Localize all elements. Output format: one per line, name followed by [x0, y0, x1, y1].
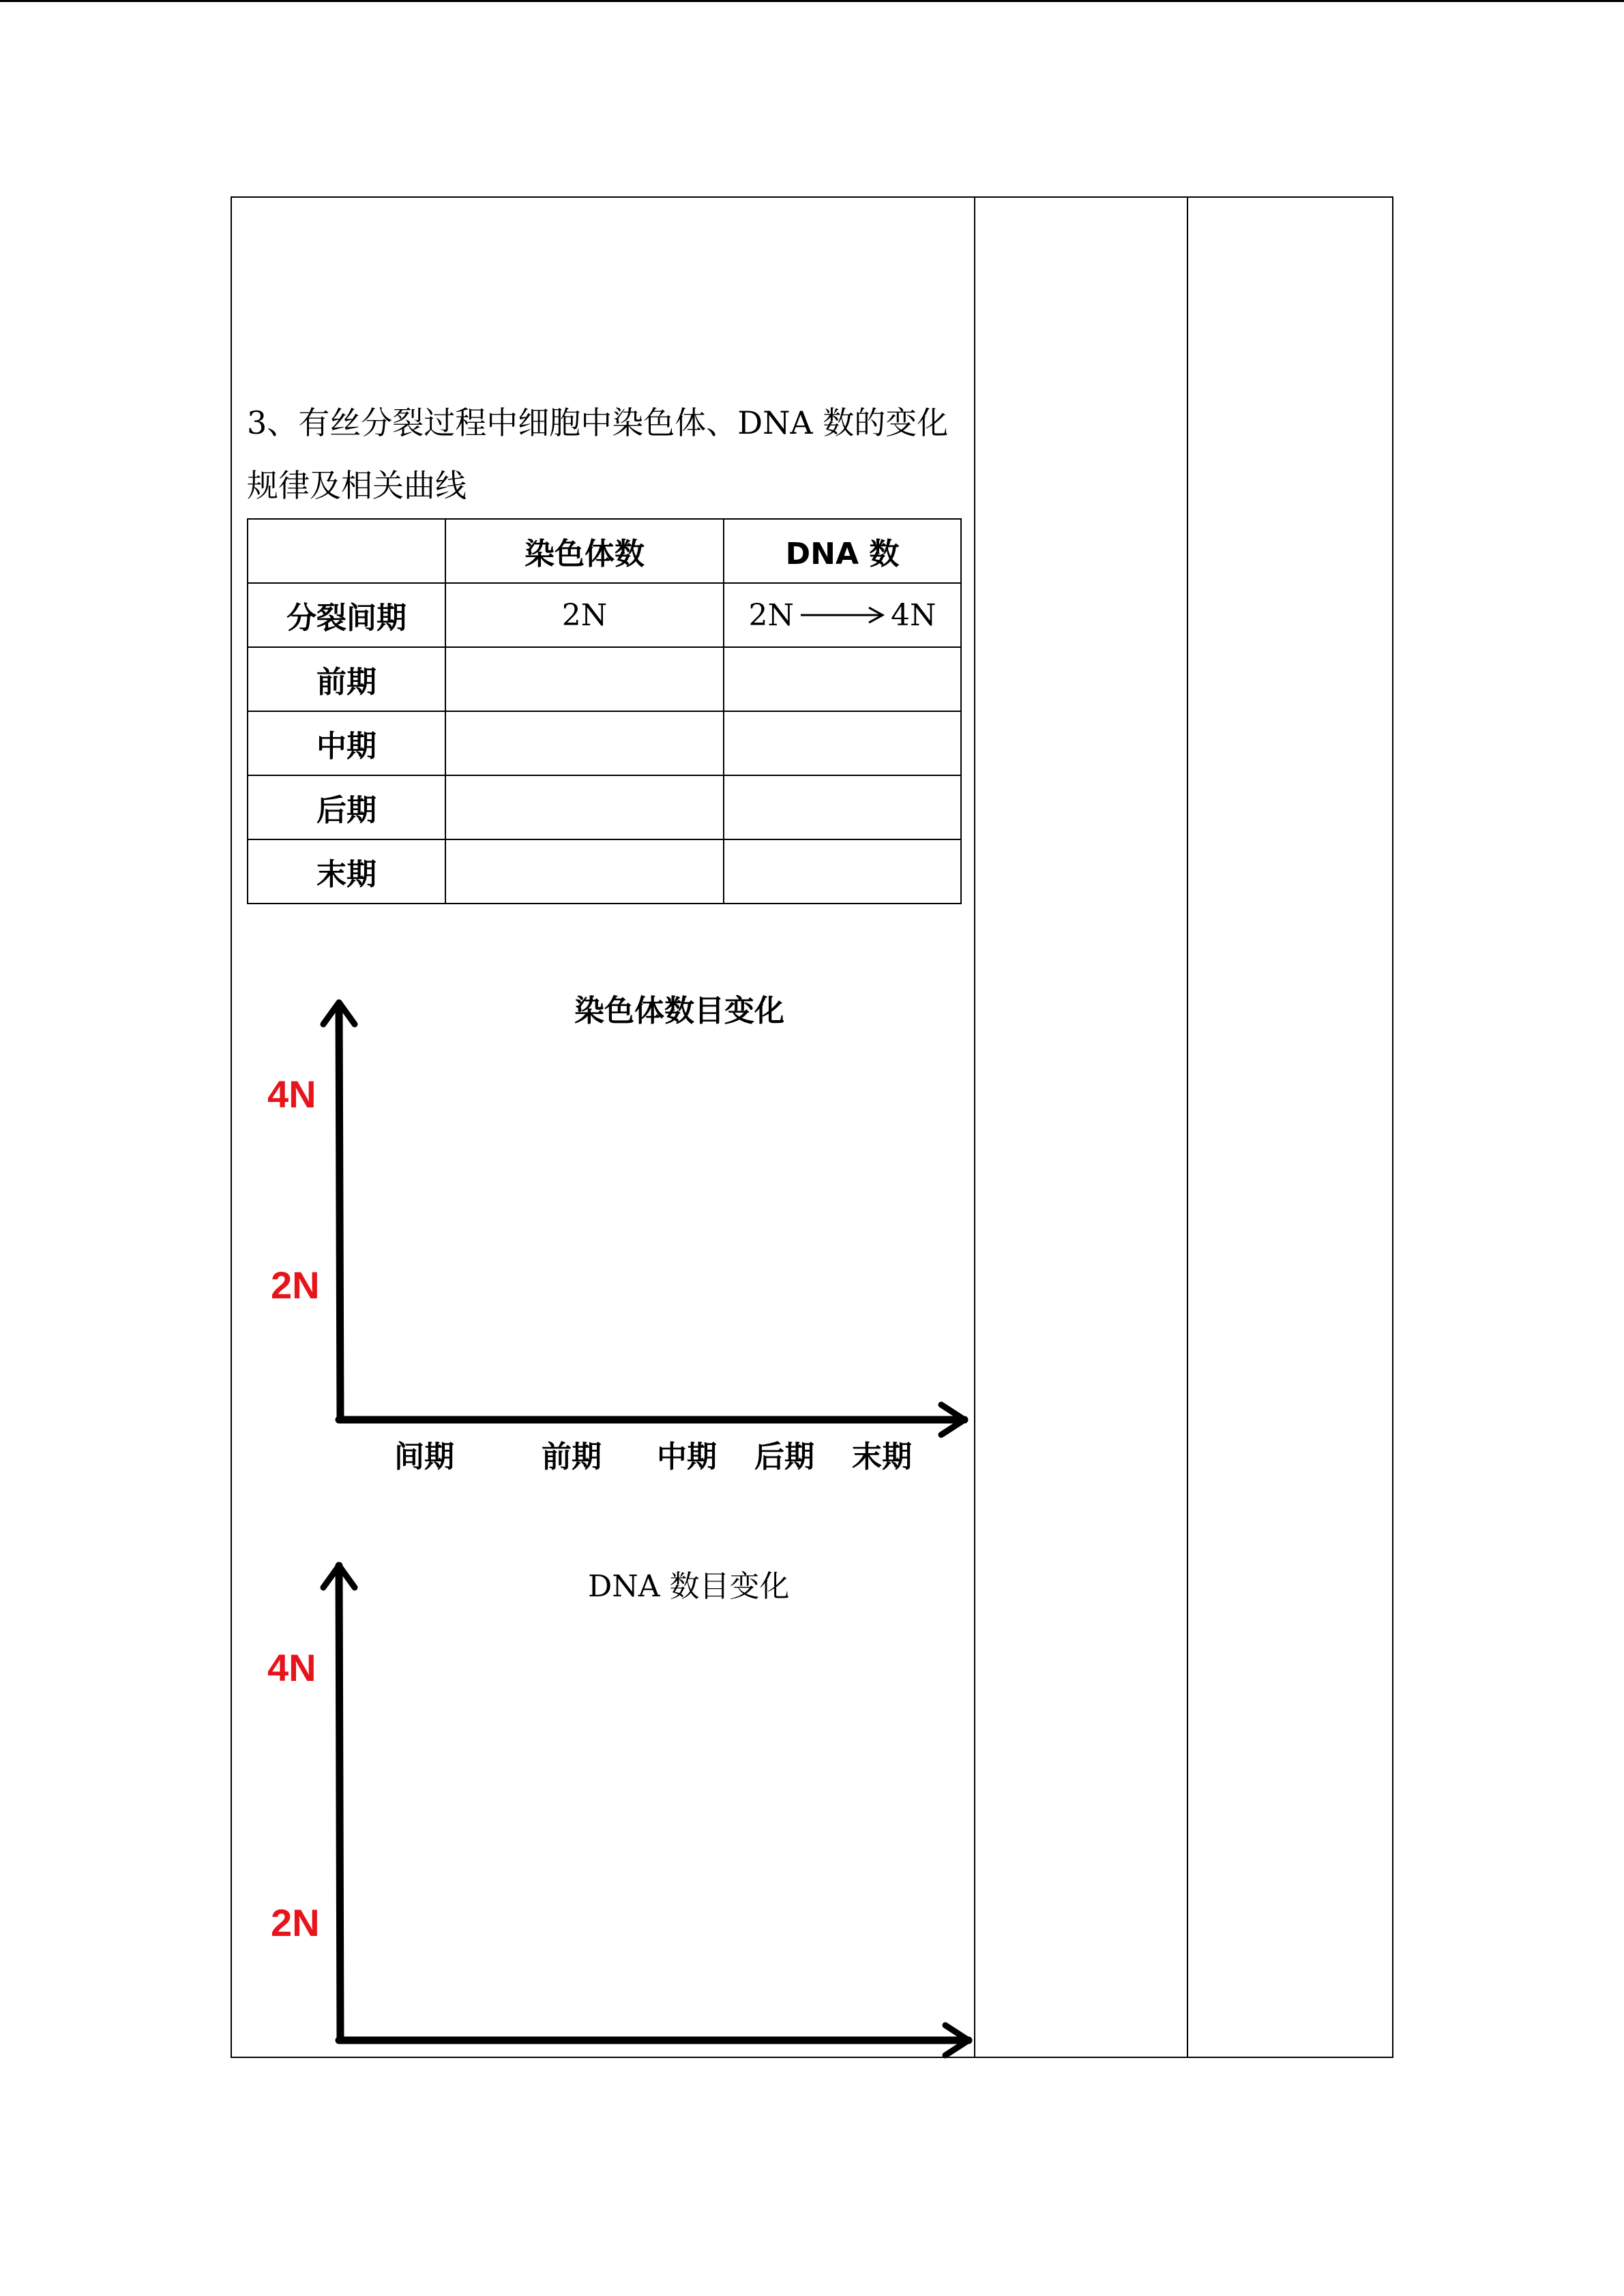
table-row — [248, 583, 961, 647]
table-header-cell — [248, 519, 445, 583]
table-header-cell: DNA 数 — [724, 519, 961, 583]
dna-to-value: 4N — [891, 597, 936, 633]
phase-label: 前期 — [248, 647, 445, 711]
section-heading-line2: 规律及相关曲线 — [247, 467, 467, 504]
phase-label: 分裂间期 — [248, 583, 445, 647]
chromosome-chart-xtick: 末期 — [852, 1440, 912, 1474]
table-row — [248, 839, 961, 904]
chromosome-value: 2N — [445, 583, 724, 647]
phase-label: 末期 — [248, 839, 445, 904]
dna-chart-title: DNA 数目变化 — [588, 1569, 790, 1604]
chromosome-chart-xtick: 间期 — [394, 1440, 454, 1474]
section-heading-line1: 3、有丝分裂过程中细胞中染色体、DNA 数的变化 — [247, 404, 949, 441]
dna-value — [724, 583, 961, 647]
chromosome-chart-ytick-4n: 4N — [267, 1073, 316, 1116]
worksheet-table — [231, 196, 1393, 2058]
dna-value[interactable] — [724, 711, 961, 775]
phase-label: 中期 — [248, 711, 445, 775]
chromosome-value[interactable] — [445, 711, 724, 775]
chromosome-dna-table — [247, 518, 962, 904]
dna-from-value: 2N — [748, 597, 794, 633]
table-row — [248, 775, 961, 839]
table-header-row — [248, 519, 961, 583]
dna-value[interactable] — [724, 839, 961, 904]
right-arrow-icon — [798, 605, 887, 625]
chromosome-value[interactable] — [445, 839, 724, 904]
chromosome-chart-xtick: 前期 — [542, 1440, 602, 1474]
chromosome-chart-ytick-2n: 2N — [271, 1264, 320, 1307]
dna-value[interactable] — [724, 775, 961, 839]
column-divider-1 — [974, 198, 975, 2057]
page-top-rule — [0, 0, 1624, 2]
chromosome-value[interactable] — [445, 775, 724, 839]
phase-label: 后期 — [248, 775, 445, 839]
dna-chart-ytick-4n: 4N — [267, 1646, 316, 1689]
chromosome-chart-xtick: 后期 — [754, 1440, 814, 1474]
chromosome-chart-title: 染色体数目变化 — [574, 994, 784, 1028]
dna-value[interactable] — [724, 647, 961, 711]
chromosome-chart-xtick: 中期 — [657, 1440, 717, 1474]
chromosome-value[interactable] — [445, 647, 724, 711]
table-header-cell: 染色体数 — [445, 519, 724, 583]
column-divider-2 — [1187, 198, 1188, 2057]
dna-chart-ytick-2n: 2N — [271, 1901, 320, 1944]
table-row — [248, 647, 961, 711]
table-row — [248, 711, 961, 775]
